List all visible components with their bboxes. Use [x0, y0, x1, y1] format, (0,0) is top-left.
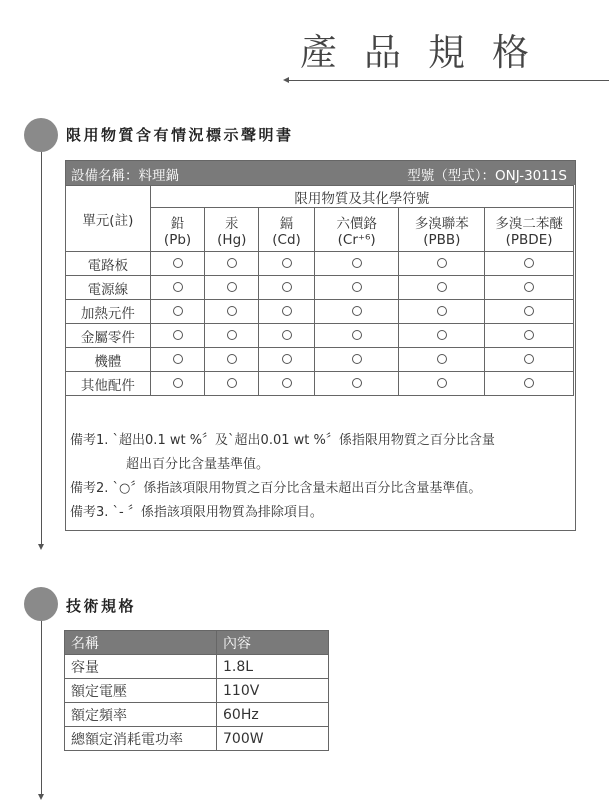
section-line [41, 136, 42, 544]
substance-mark [485, 300, 574, 324]
circle-mark-icon [173, 354, 183, 364]
circle-mark-icon [282, 282, 292, 292]
section-title-technical-specs: 技術規格 [66, 597, 137, 615]
substance-group-header: 限用物質及其化學符號 [150, 186, 573, 208]
arrow-left-icon [283, 77, 289, 83]
note-2: 備考2. ˋ○〞係指該項限用物質之百分比含量未超出百分比含量基準值。 [70, 481, 482, 496]
circle-mark-icon [524, 330, 534, 340]
substance-mark [205, 276, 259, 300]
restricted-substance-declaration [65, 160, 576, 531]
substance-mark [205, 348, 259, 372]
circle-mark-icon [524, 258, 534, 268]
substance-header: 汞 (Hg) [205, 208, 259, 252]
circle-mark-icon [524, 354, 534, 364]
circle-mark-icon [173, 330, 183, 340]
substance-header: 六價鉻 (Cr⁺⁶) [314, 208, 399, 252]
substance-mark [259, 324, 315, 348]
title-rule [287, 80, 609, 81]
unit-name: 加熱元件 [66, 300, 151, 324]
circle-mark-icon [352, 378, 362, 388]
substance-mark [259, 372, 315, 396]
model-number: 型號（型式）：ONJ-3011S [407, 168, 567, 184]
substance-header: 鉛 (Pb) [150, 208, 205, 252]
substance-mark [150, 372, 205, 396]
spec-table [64, 630, 329, 751]
circle-mark-icon [173, 378, 183, 388]
table-row [66, 300, 574, 324]
note-1-continued: 超出百分比含量基準值。 [126, 457, 270, 472]
circle-mark-icon [282, 306, 292, 316]
substance-mark [485, 324, 574, 348]
circle-mark-icon [524, 378, 534, 388]
unit-name: 其他配件 [66, 372, 151, 396]
substance-mark [314, 252, 399, 276]
circle-mark-icon [352, 282, 362, 292]
substance-mark [205, 300, 259, 324]
spec-name: 總額定消耗電功率 [65, 727, 217, 751]
unit-name: 金屬零件 [66, 324, 151, 348]
substance-mark [399, 300, 485, 324]
spec-name: 額定電壓 [65, 679, 217, 703]
circle-mark-icon [524, 306, 534, 316]
circle-mark-icon [352, 306, 362, 316]
spec-name: 額定頻率 [65, 703, 217, 727]
circle-mark-icon [227, 258, 237, 268]
circle-mark-icon [227, 330, 237, 340]
circle-mark-icon [352, 330, 362, 340]
substance-mark [205, 372, 259, 396]
substance-mark [150, 324, 205, 348]
substance-mark [399, 372, 485, 396]
table-row [66, 276, 574, 300]
arrow-down-icon [38, 544, 44, 550]
substance-mark [485, 252, 574, 276]
table-row [66, 348, 574, 372]
circle-mark-icon [437, 378, 447, 388]
substance-mark [150, 348, 205, 372]
substance-mark [205, 252, 259, 276]
circle-mark-icon [437, 282, 447, 292]
circle-mark-icon [437, 258, 447, 268]
substance-mark [150, 252, 205, 276]
circle-mark-icon [173, 282, 183, 292]
substance-mark [485, 348, 574, 372]
circle-mark-icon [227, 282, 237, 292]
substance-mark [399, 276, 485, 300]
unit-header: 單元(註) [66, 186, 151, 252]
spec-name: 容量 [65, 655, 217, 679]
circle-mark-icon [437, 306, 447, 316]
note-3: 備考3. ˋ- 〞係指該項限用物質為排除項目。 [70, 505, 323, 520]
spec-value: 110V [217, 679, 329, 703]
unit-name: 電源線 [66, 276, 151, 300]
page-title: 產品規格 [300, 31, 556, 74]
table-row [66, 372, 574, 396]
spec-row [65, 679, 329, 703]
circle-mark-icon [282, 330, 292, 340]
note-1: 備考1. ˋ超出0.1 wt %〞及ˋ超出0.01 wt %〞係指限用物質之百分比含量 [70, 433, 495, 448]
circle-mark-icon [227, 378, 237, 388]
device-name: 設備名稱：料理鍋 [71, 168, 179, 184]
substance-header: 鎘 (Cd) [259, 208, 315, 252]
substance-table [65, 185, 574, 396]
substance-mark [259, 348, 315, 372]
substance-mark [259, 252, 315, 276]
section-line [41, 604, 42, 794]
spec-name-header: 名稱 [65, 631, 217, 655]
spec-value: 700W [217, 727, 329, 751]
arrow-down-icon [38, 794, 44, 800]
substance-header: 多溴聯苯 (PBB) [399, 208, 485, 252]
spec-value: 1.8L [217, 655, 329, 679]
substance-mark [259, 276, 315, 300]
circle-mark-icon [282, 378, 292, 388]
unit-name: 機體 [66, 348, 151, 372]
substance-mark [314, 300, 399, 324]
spec-row [65, 727, 329, 751]
circle-mark-icon [524, 282, 534, 292]
circle-mark-icon [227, 306, 237, 316]
declaration-header [66, 161, 575, 185]
substance-mark [399, 324, 485, 348]
substance-header: 多溴二苯醚 (PBDE) [485, 208, 574, 252]
substance-mark [314, 348, 399, 372]
spec-row [65, 655, 329, 679]
section-bullet-icon [24, 587, 58, 621]
substance-mark [485, 372, 574, 396]
circle-mark-icon [282, 354, 292, 364]
section-bullet-icon [24, 118, 58, 152]
unit-name: 電路板 [66, 252, 151, 276]
spec-header-row [65, 631, 329, 655]
spec-content-header: 內容 [217, 631, 329, 655]
circle-mark-icon [352, 258, 362, 268]
circle-mark-icon [282, 258, 292, 268]
section-title-restricted-substances: 限用物質含有情況標示聲明書 [66, 126, 294, 144]
circle-mark-icon [173, 258, 183, 268]
table-row [66, 324, 574, 348]
spec-row [65, 703, 329, 727]
substance-mark [150, 276, 205, 300]
circle-mark-icon [173, 306, 183, 316]
substance-mark [314, 276, 399, 300]
substance-mark [259, 300, 315, 324]
table-row [66, 252, 574, 276]
substance-mark [399, 348, 485, 372]
substance-mark [205, 324, 259, 348]
circle-mark-icon [352, 354, 362, 364]
substance-mark [399, 252, 485, 276]
spec-value: 60Hz [217, 703, 329, 727]
notes [70, 429, 495, 525]
substance-mark [485, 276, 574, 300]
substance-mark [314, 372, 399, 396]
substance-mark [150, 300, 205, 324]
substance-mark [314, 324, 399, 348]
circle-mark-icon [227, 354, 237, 364]
circle-mark-icon [437, 354, 447, 364]
circle-mark-icon [437, 330, 447, 340]
